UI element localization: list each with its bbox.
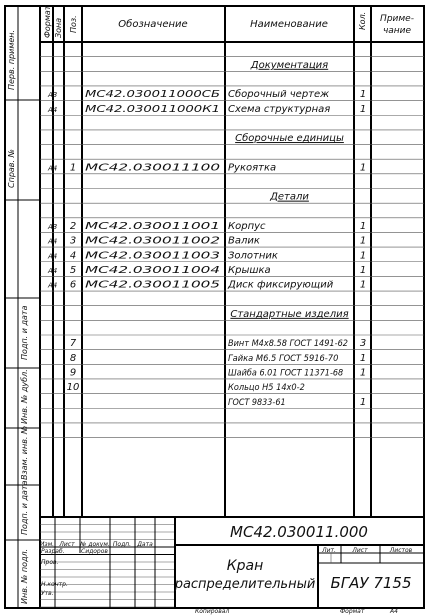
footer-format-value: А4 xyxy=(390,608,398,615)
footer-format-label: Формат xyxy=(340,608,365,615)
row-format: А4 xyxy=(48,281,58,290)
row-qty: 1 xyxy=(359,162,367,174)
header-pos: Поз. xyxy=(69,15,78,33)
row-designation: МС42.030011000К1 xyxy=(85,103,220,115)
row-qty: 1 xyxy=(359,89,367,101)
row-qty: 1 xyxy=(359,235,367,247)
row-format: А4 xyxy=(48,164,58,173)
section-heading: Детали xyxy=(270,191,309,203)
footer-kopiroval: Копировал xyxy=(195,608,230,615)
row-name: Крышка xyxy=(228,264,271,276)
side-label-inv-dubl: Инв. № дубл. xyxy=(20,369,29,424)
row-designation: МС42.030011001 xyxy=(85,220,220,232)
row-qty: 1 xyxy=(359,250,367,262)
row-format: А4 xyxy=(48,266,58,275)
row-pos: 8 xyxy=(69,352,77,364)
row-pos: 7 xyxy=(69,338,77,350)
row-format: А4 xyxy=(48,105,58,114)
title-line1: Кран xyxy=(226,558,264,574)
row-designation: МС42.030011000СБ xyxy=(85,89,221,101)
tb-col-izm: Изм. xyxy=(39,541,55,548)
row-pos: 5 xyxy=(69,264,77,276)
header-name: Наименование xyxy=(250,19,328,30)
row-designation: МС42.030011100 xyxy=(85,162,220,174)
row-name: Корпус xyxy=(228,220,266,232)
doc-number: МС42.030011.000 xyxy=(230,523,368,541)
row-qty: 1 xyxy=(359,220,367,232)
tb-lit: Лит. xyxy=(322,547,336,554)
tb-listov: Листов xyxy=(389,547,413,554)
row-pos: 10 xyxy=(66,382,80,394)
row-name: Золотник xyxy=(228,250,278,262)
tb-razrab: Разраб. xyxy=(41,548,65,555)
tb-razrab-name: Сидоров xyxy=(81,548,108,555)
tb-utv: Утв. xyxy=(41,590,54,597)
row-pos: 1 xyxy=(69,162,77,174)
row-pos: 3 xyxy=(69,235,77,247)
side-label-perv-primen: Перв. примен. xyxy=(7,29,16,90)
row-format: А4 xyxy=(48,237,58,246)
header-note-line2: чание xyxy=(382,26,412,36)
row-designation: МС42.030011003 xyxy=(85,250,220,262)
tb-col-data: Дата xyxy=(137,541,153,548)
row-name: Шайба 6.01 ГОСТ 11371-68 xyxy=(228,368,344,379)
row-name: Диск фиксирующий xyxy=(228,279,334,291)
row-qty: 1 xyxy=(359,103,367,115)
row-name: ГОСТ 9833-61 xyxy=(228,397,286,408)
tb-nkontr: Н.контр. xyxy=(41,581,68,588)
row-designation: МС42.030011002 xyxy=(85,235,220,247)
row-name: Валик xyxy=(228,235,260,247)
row-name: Схема структурная xyxy=(228,103,331,115)
row-qty: 1 xyxy=(359,264,367,276)
title-line2: распределительный xyxy=(174,577,316,592)
tb-col-ndok: № докум. xyxy=(80,541,110,548)
section-heading: Стандартные изделия xyxy=(230,308,349,320)
header-note-line1: Приме- xyxy=(380,14,414,24)
row-pos: 2 xyxy=(69,220,77,232)
row-qty: 3 xyxy=(359,338,367,350)
row-designation: МС42.030011004 xyxy=(85,264,220,276)
tb-prov: Пров. xyxy=(41,559,59,566)
row-qty: 1 xyxy=(359,352,367,364)
header-qty: Кол. xyxy=(358,11,367,30)
row-qty: 1 xyxy=(359,367,367,379)
side-label-podp-data-1: Подп. и дата xyxy=(20,305,29,360)
header-zone: Зона xyxy=(54,17,63,38)
side-label-podp-data-2: Подп. и дата xyxy=(20,480,29,535)
org-code: БГАУ 7155 xyxy=(330,574,412,592)
side-label-inv-podl: Инв. № подл. xyxy=(20,548,29,604)
row-name: Кольцо Н5 14х0-2 xyxy=(228,383,305,394)
row-designation: МС42.030011005 xyxy=(85,279,220,291)
row-qty: 1 xyxy=(359,396,367,408)
section-heading: Сборочные единицы xyxy=(235,133,344,145)
row-format: А3 xyxy=(48,222,58,231)
row-name: Гайка М6.5 ГОСТ 5916-70 xyxy=(228,353,339,364)
row-name: Винт М4х8.58 ГОСТ 1491-62 xyxy=(228,339,348,350)
row-pos: 4 xyxy=(69,250,77,262)
row-format: А4 xyxy=(48,252,58,261)
tb-col-list: Лист xyxy=(59,541,75,548)
row-name: Рукоятка xyxy=(228,162,277,174)
header-designation: Обозначение xyxy=(118,19,188,30)
side-label-sprav-no: Справ. № xyxy=(7,149,16,188)
tb-col-podp: Подп. xyxy=(112,541,132,548)
tb-list: Лист xyxy=(352,547,368,554)
row-qty: 1 xyxy=(359,279,367,291)
side-label-vzam-inv: Взам. инв. № xyxy=(20,425,29,480)
row-format: А3 xyxy=(48,91,58,100)
section-heading: Документация xyxy=(250,59,329,71)
header-format: Формат xyxy=(43,5,52,38)
row-pos: 6 xyxy=(69,279,77,291)
row-pos: 9 xyxy=(69,367,77,379)
row-name: Сборочный чертеж xyxy=(228,89,330,101)
